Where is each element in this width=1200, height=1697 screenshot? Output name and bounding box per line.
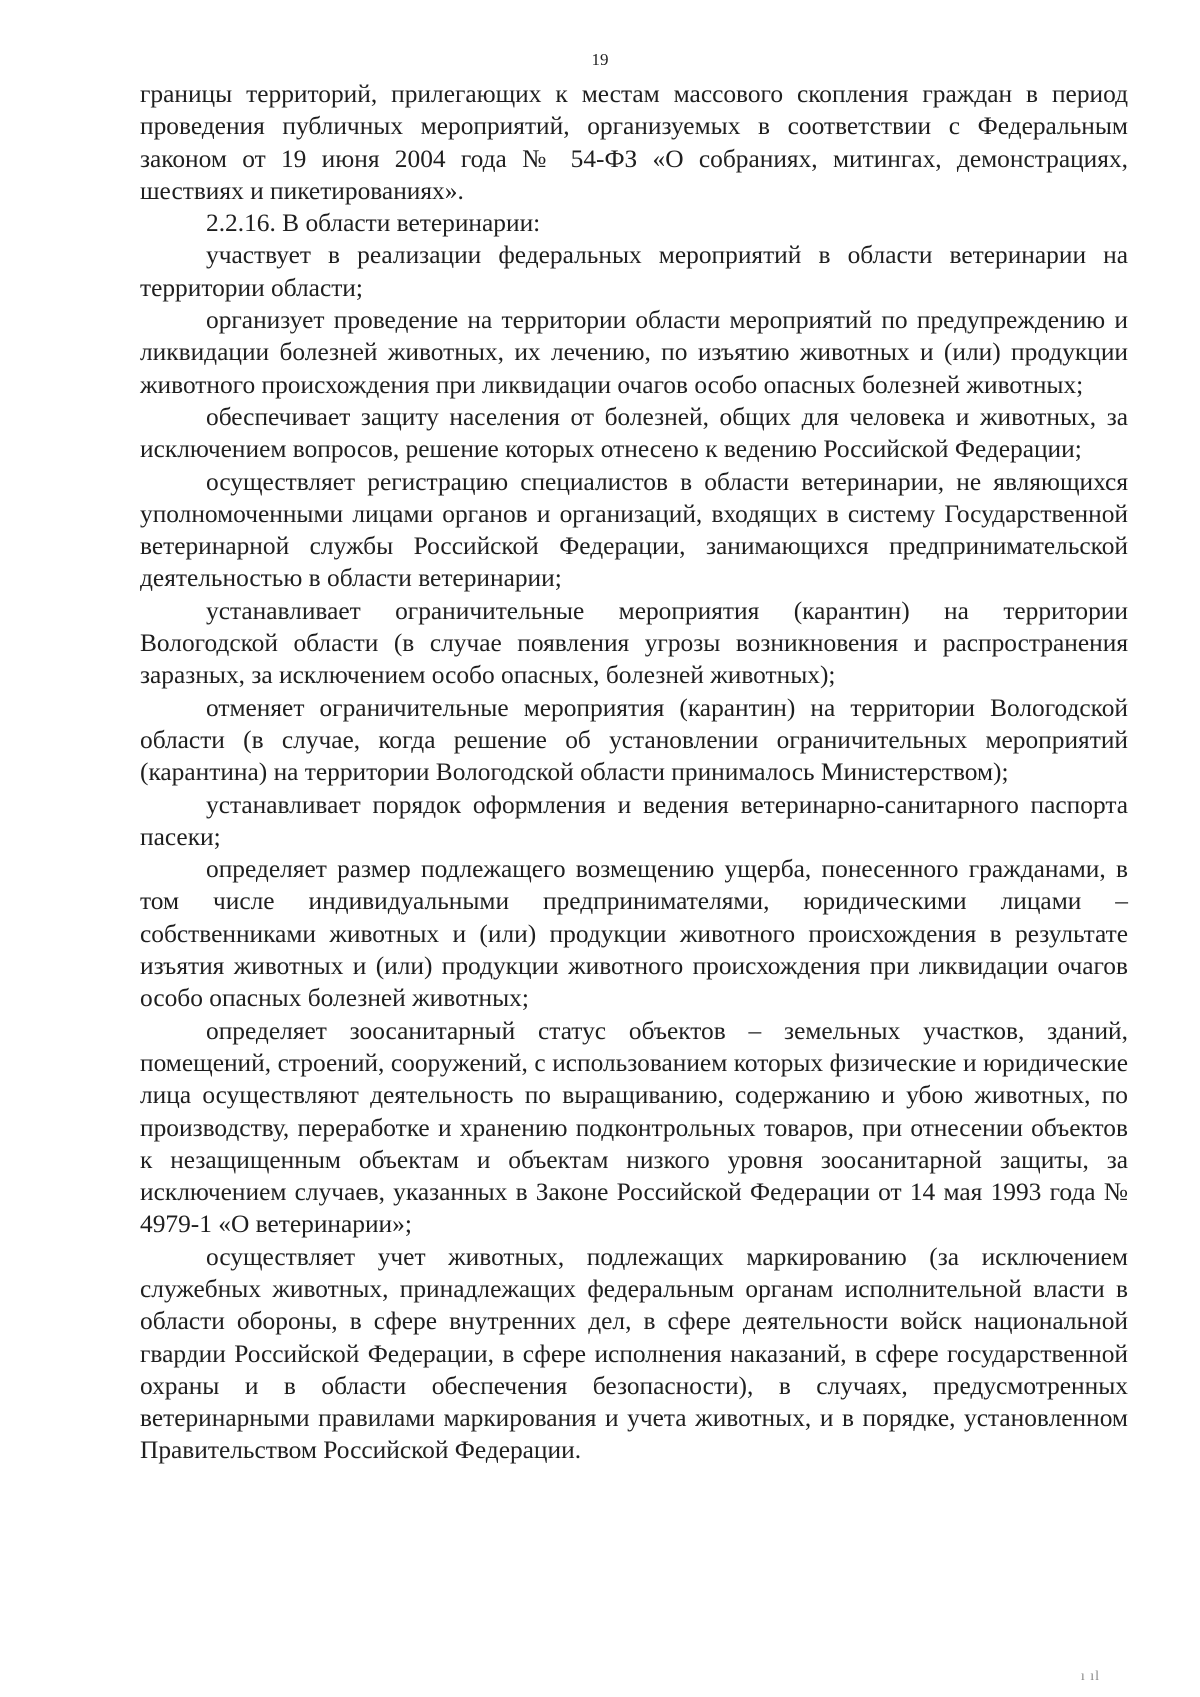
paragraph-item: устанавливает ограничительные мероприятия (карантин) на территории Вологодской области (в случае появления угрозы возникновения и распространения заразных, за исключением особо опасных, болезней животных); [140,596,1128,690]
paragraph-item: отменяет ограничительные мероприятия (карантин) на территории Вологодской области (в случае, когда решение об установлении ограничительных мероприятий (карантина) на территории Вологодской области принималось Министерством); [140,693,1128,787]
paragraph-item: организует проведение на территории области мероприятий по предупреждению и ликвидации болезней животных, их лечению, по изъятию животных и (или) продукции животного происхождения при ликвидации очагов особо опасных болезней животных; [140,306,1128,399]
document-body [140,78,1128,1467]
paragraph-item: осуществляет регистрацию специалистов в области ветеринарии, не являющихся уполномоченными лицами органов и организаций, входящих в систему Государственной ветеринарной службы Российской Федерации, занимающихся предпринимательской деятельностью в области ветеринарии; [140,467,1128,593]
paragraph-item: участвует в реализации федеральных мероприятий в области ветеринарии на территории области; [140,241,1128,302]
paragraph-item: осуществляет учет животных, подлежащих маркированию (за исключением служебных животных, принадлежащих федеральным органам исполнительной власти в области обороны, в сфере внутренних дел, в сфере деятельности войск национальной гвардии Российской Федерации, в сфере исполнения наказаний, в сфере государственной охраны и в области обеспечения безопасности), в случаях, предусмотренных ветеринарными правилами маркирования и учета животных, и в порядке, установленном Правительством Российской Федерации. [140,1242,1128,1465]
page-number: 19 [591,50,609,69]
section-heading-veterinary: 2.2.16. В области ветеринарии: [206,209,541,238]
corner-mark: ı ıl [1080,1669,1100,1684]
paragraph-item: определяет размер подлежащего возмещению ущерба, понесенного гражданами, в том числе индивидуальными предпринимателями, юридическими лицами – собственниками животных и (или) продукции животного происхождения в результате изъятия животных и (или) продукции животного происхождения при ликвидации очагов особо опасных болезней животных; [140,855,1128,1013]
paragraph-item: обеспечивает защиту населения от болезней, общих для человека и животных, за исключением вопросов, решение которых отнесено к ведению Российской Федерации; [140,402,1128,464]
paragraph-continuation: границы территорий, прилегающих к местам массового скопления граждан в период проведения публичных мероприятий, организуемых в соответствии с Федеральным законом от 19 июня 2004 года № 54-ФЗ «О собраниях, митингах, демонстрациях, шествиях и пикетированиях». [140,80,1128,205]
paragraph-item: определяет зоосанитарный статус объектов – земельных участков, зданий, помещений, строений, сооружений, с использованием которых физические и юридические лица осуществляют деятельность по выращиванию, содержанию и убою животных, по производству, переработке и хранению подконтрольных товаров, при отнесении объектов к незащищенным объектам и объектам низкого уровня зоосанитарной защиты, за исключением случаев, указанных в Законе Российской Федерации от 14 мая 1993 года № 4979-1 «О ветеринарии»; [140,1016,1128,1239]
paragraph-item: устанавливает порядок оформления и ведения ветеринарно-санитарного паспорта пасеки; [140,790,1128,851]
